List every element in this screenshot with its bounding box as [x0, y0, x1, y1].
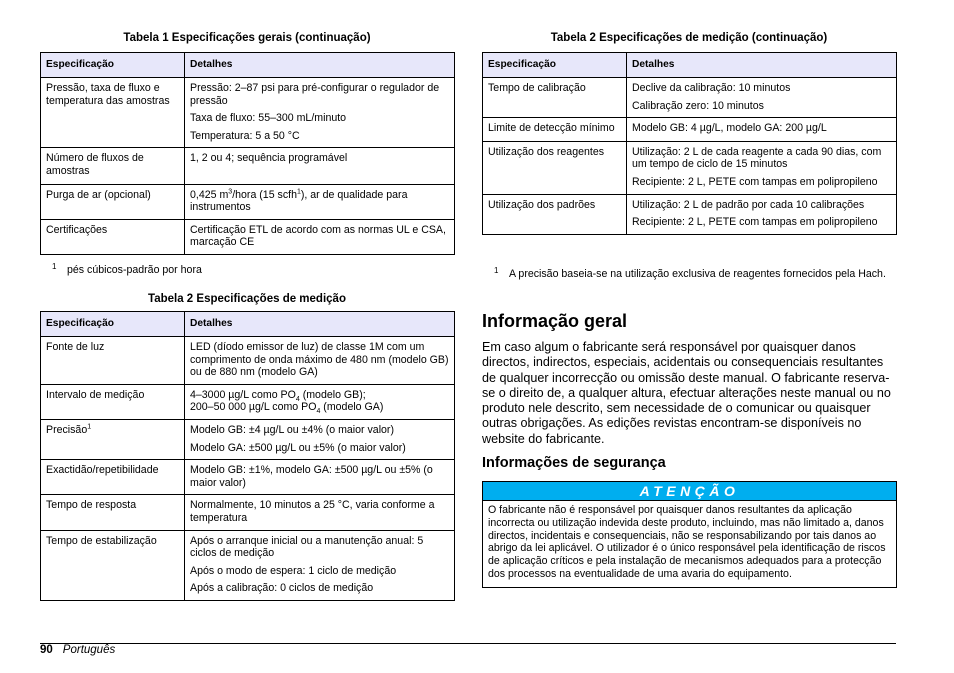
details-cell: [185, 184, 455, 219]
spec-cell: Tempo de resposta: [41, 495, 185, 530]
column-header: Especificação: [483, 53, 627, 78]
table-row: [483, 141, 897, 194]
details-cell: [185, 530, 455, 600]
page-number: 90: [40, 644, 53, 656]
column-header: Especificação: [41, 312, 185, 337]
table1: [40, 52, 455, 255]
details-cell: [185, 495, 455, 530]
details-cell: [627, 118, 897, 142]
table-row: [483, 118, 897, 142]
detail-line: Taxa de fluxo: 55–300 mL/minuto: [190, 112, 347, 125]
details-cell: [185, 148, 455, 184]
detail-line: Utilização: 2 L de padrão por cada 10 calibrações: [632, 198, 865, 211]
spec-cell: Número de fluxos de amostras: [41, 148, 185, 184]
spec-cell: Certificações: [41, 219, 185, 254]
spec-cell: Limite de detecção mínimo: [483, 118, 627, 142]
table2-continued: [482, 52, 897, 235]
details-cell: [185, 419, 455, 459]
detail-line: 0,425 $m^3$/hora (15 scfh$^1$), ar de qualidade para instrumentos: [190, 188, 408, 214]
footer-divider: [40, 643, 896, 644]
detail-line: 1, 2 ou 4; sequência programável: [190, 152, 348, 165]
column-header: Detalhes: [185, 312, 455, 337]
general-info-body: Em caso algum o fabricante será responsável por quaisquer danos directos, indirectos, especiais, acidentais ou consequenciais resultantes de qualquer incorrecção ou omissão deste manual. O fabricante reserva-se o direito de, a qualquer altura, efectuar alterações neste manual ou no produto nele descrito, sem necessidade de o comunicar ou quaisquer outras obrigações. As edições revistas encontram-se disponíveis no website do fabricante.: [482, 340, 891, 446]
table-row: [41, 219, 455, 254]
detail-line: Normalmente, 10 minutos a 25 °C, varia conforme a temperatura: [190, 499, 435, 524]
column-header: Especificação: [41, 53, 185, 78]
details-cell: [185, 460, 455, 495]
column-header: Detalhes: [185, 53, 455, 78]
detail-line: Após o modo de espera: 1 ciclo de medição: [190, 564, 397, 577]
table2cont-caption: Tabela 2 Especificações de medição (continuação): [550, 32, 828, 44]
warning-box: [482, 481, 897, 588]
table-row: [483, 78, 897, 118]
table-row: [483, 194, 897, 234]
footnote-ref: 1: [296, 188, 301, 196]
details-cell: [627, 194, 897, 234]
spec-cell: Exactidão/repetibilidade: [41, 460, 185, 495]
detail-line: Modelo GB: ±4 µg/L ou ±4% (o maior valor): [190, 423, 394, 436]
table-header-row: [41, 312, 455, 337]
detail-line: Após a calibração: 0 ciclos de medição: [190, 582, 374, 595]
spec-cell: Fonte de luz: [41, 337, 185, 385]
spec-cell: Pressão, taxa de fluxo e temperatura das amostras: [41, 78, 185, 148]
table-row: [41, 148, 455, 184]
safety-heading: Informações de segurança: [482, 455, 666, 471]
general-info-heading: Informação geral: [482, 311, 628, 331]
table-row: [41, 337, 455, 385]
detail-line: LED (díodo emissor de luz) de classe 1M com um comprimento de onda máximo de 480 nm (modelo GB) ou de 880 nm (modelo GA): [190, 341, 449, 379]
page-footer: [40, 644, 115, 656]
details-cell: [185, 219, 455, 254]
table2-caption: Tabela 2 Especificações de medição: [148, 293, 346, 305]
detail-line: Declive da calibração: 10 minutos: [632, 82, 791, 94]
details-cell: [185, 78, 455, 148]
warning-body: O fabricante não é responsável por quaisquer danos resultantes da aplicação incorrecta ou utilização indevida deste produto, incluindo, mas não limitado a, danos directos, incidentais e consequenciais, não se responsabilizando por tais danos ao abrigo da lei aplicável. O utilizador é o único responsável pela identificação de riscos de aplicação críticos e pela instalação de mecanismos adequados para a protecção dos processos na eventualidade de uma avaria do equipamento.: [488, 504, 886, 580]
table-header-row: [41, 53, 455, 78]
table-row: [41, 78, 455, 148]
detail-line: 4–3000 µg/L como $PO_4$ (modelo GB); 200–50 000 µg/L como $PO_4$ (modelo GA): [190, 388, 384, 416]
spec-cell: Utilização dos padrões: [483, 194, 627, 234]
detail-line: Recipiente: 2 L, PETE com tampas em polipropileno: [632, 216, 878, 229]
spec-cell: Utilização dos reagentes: [483, 141, 627, 194]
table1-caption: Tabela 1 Especificações gerais (continuação): [123, 32, 371, 44]
detail-line: Modelo GB: ±1%, modelo GA: ±500 µg/L ou ±5% (o maior valor): [190, 464, 433, 489]
detail-line: Pressão: 2–87 psi para pré-configurar o regulador de pressão: [190, 82, 440, 107]
table-row: [41, 460, 455, 495]
footer-language: Português: [62, 644, 116, 656]
column-header: Detalhes: [627, 53, 897, 78]
details-cell: [185, 337, 455, 385]
details-cell: [627, 141, 897, 194]
spec-cell: Precisão$^1$: [41, 419, 185, 459]
detail-line: Utilização: 2 L de cada reagente a cada 90 dias, com um tempo de ciclo de 15 minutos: [632, 145, 882, 171]
spec-cell: Tempo de estabilização: [41, 530, 185, 600]
detail-line: Calibração zero: 10 minutos: [632, 99, 764, 112]
detail-line: Temperatura: 5 a 50 °C: [190, 129, 300, 142]
footnote-ref: 1: [87, 423, 92, 431]
detail-line: Modelo GA: ±500 µg/L ou ±5% (o maior valor): [190, 441, 406, 454]
spec-cell: Intervalo de medição: [41, 384, 185, 419]
spec-cell: Tempo de calibração: [483, 78, 627, 118]
detail-line: Modelo GB: 4 µg/L, modelo GA: 200 µg/L: [632, 122, 827, 135]
details-cell: [185, 384, 455, 419]
table-header-row: [483, 53, 897, 78]
warning-title: ATENÇÃO: [483, 482, 896, 501]
table-row: [41, 419, 455, 459]
detail-line: Após o arranque inicial ou a manutenção anual: 5 ciclos de medição: [190, 534, 424, 560]
detail-line: Certificação ETL de acordo com as normas UL e CSA, marcação CE: [190, 223, 446, 249]
table-row: [41, 384, 455, 419]
table-row: [41, 530, 455, 600]
details-cell: [627, 78, 897, 118]
table-row: [41, 184, 455, 219]
table-row: [41, 495, 455, 530]
spec-cell: Purga de ar (opcional): [41, 184, 185, 219]
table2: [40, 311, 455, 601]
detail-line: Recipiente: 2 L, PETE com tampas em polipropileno: [632, 175, 878, 188]
